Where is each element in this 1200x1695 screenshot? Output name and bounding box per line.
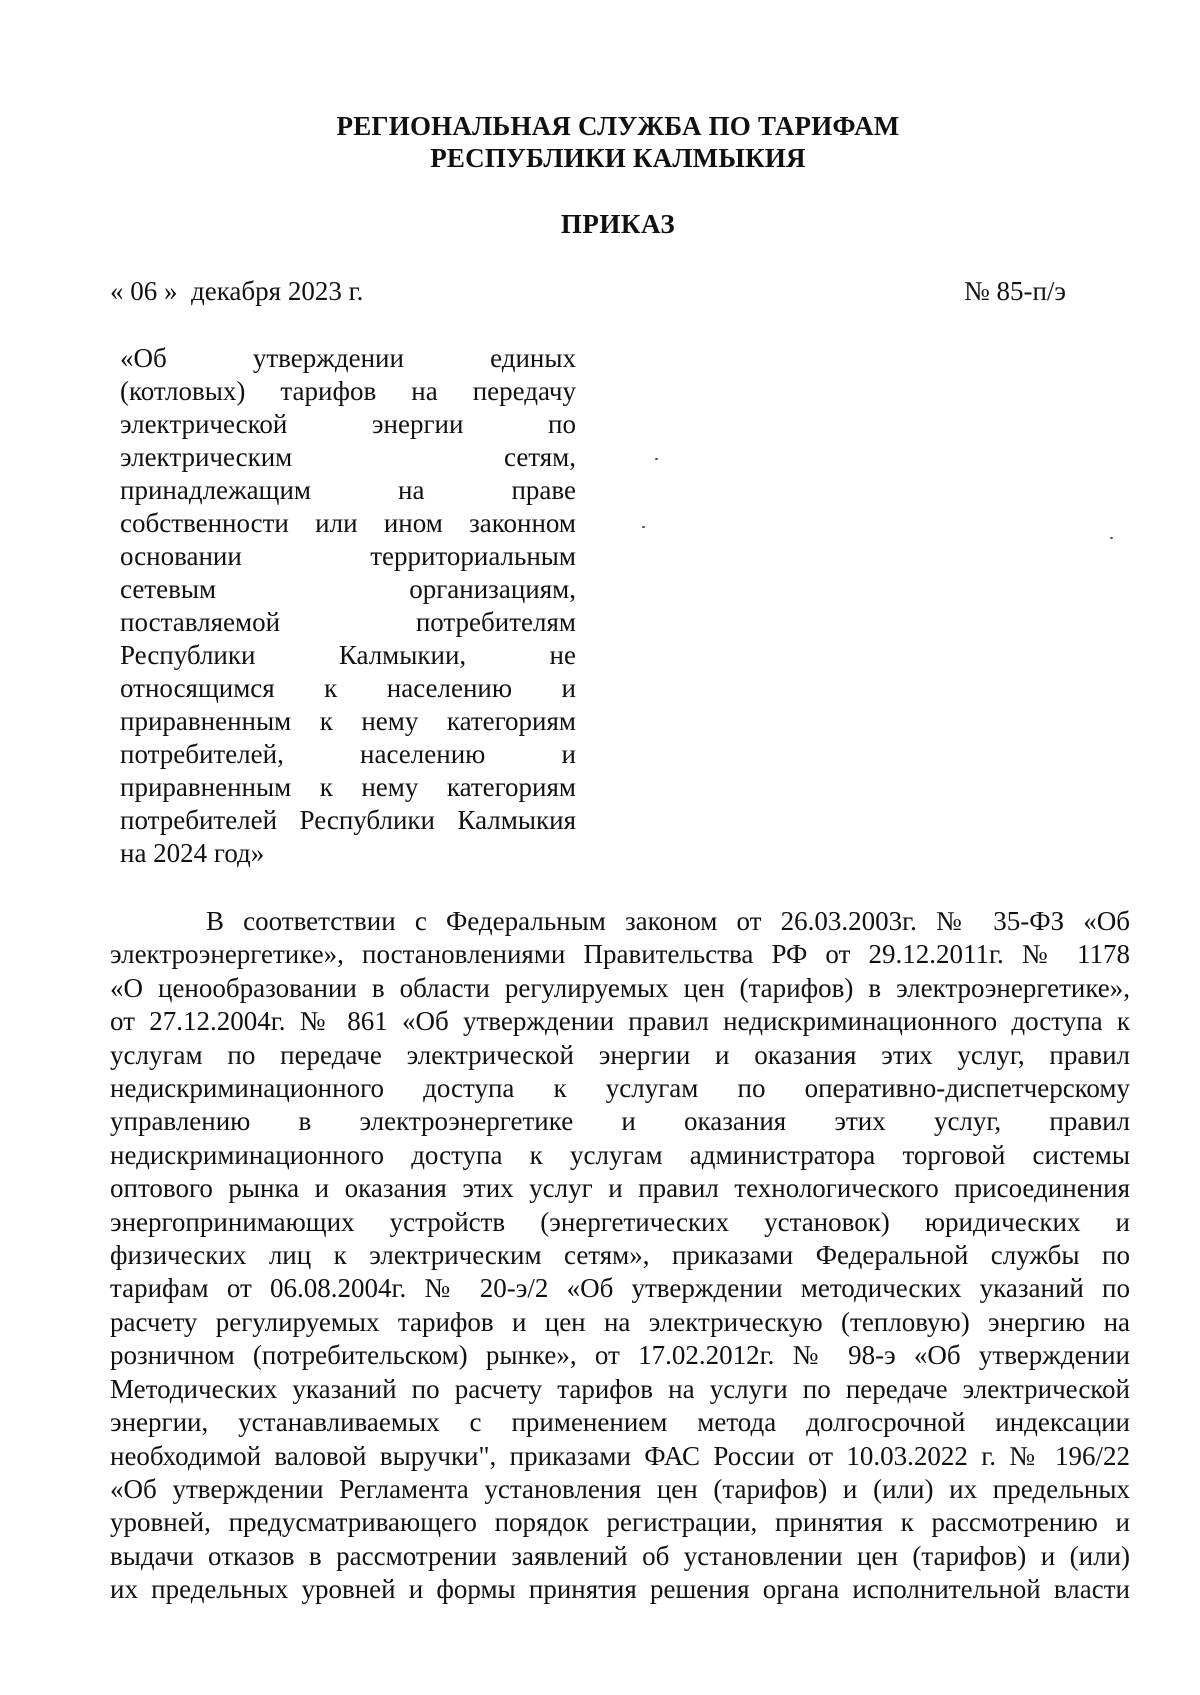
subject-line: поставляемой потребителям — [120, 607, 576, 637]
subject-line: основании территориальным — [120, 541, 576, 571]
order-subject — [120, 342, 576, 870]
order-body — [110, 905, 1130, 1607]
subject-line: Республики Калмыкии, не — [120, 640, 576, 670]
scan-speck — [655, 458, 658, 460]
body-line: «Об утверждении Регламента установления цен (тарифов) и (или) их предельных — [110, 1473, 1130, 1504]
subject-line: приравненным к нему категориям — [120, 706, 576, 736]
body-line: В соответствии с Федеральным законом от 26.03.2003г. № 35-ФЗ «Об — [206, 906, 1130, 936]
authority-line-2: РЕСПУБЛИКИ КАЛМЫКИЯ — [430, 143, 806, 173]
body-line: энергопринимающих устройств (энергетических установок) юридических и — [110, 1206, 1130, 1237]
body-line: тарифам от 06.08.2004г. № 20-э/2 «Об утверждении методических указаний по — [110, 1273, 1130, 1304]
body-line: выдачи отказов в рассмотрении заявлений об установлении цен (тарифов) и (или) — [110, 1540, 1130, 1571]
body-line: Методических указаний по расчету тарифов на услуги по передаче электрической — [110, 1373, 1130, 1404]
subject-line: потребителей Республики Калмыкия — [120, 805, 576, 835]
body-line: электроэнергетике», постановлениями Правительства РФ от 29.12.2011г. № 1178 — [110, 939, 1130, 970]
order-date: « 06 » декабря 2023 г. — [110, 276, 364, 306]
body-line: энергии, устанавливаемых с применением метода долгосрочной индексации — [110, 1407, 1130, 1438]
body-line: розничном (потребительском) рынке», от 17.02.2012г. № 98-э «Об утверждении — [110, 1340, 1130, 1371]
subject-line: принадлежащим на праве — [120, 475, 576, 505]
body-line: недискриминационного доступа к услугам администратора торговой системы — [110, 1139, 1130, 1170]
scan-speck — [1110, 537, 1113, 539]
body-line: необходимой валовой выручки", приказами ФАС России от 10.03.2022 г. № 196/22 — [110, 1440, 1130, 1471]
subject-line: электрическим сетям, — [120, 442, 576, 472]
subject-line: приравненным к нему категориям — [120, 772, 576, 802]
subject-line: электрической энергии по — [120, 409, 576, 439]
body-line: от 27.12.2004г. № 861 «Об утверждении правил недискриминационного доступа к — [110, 1006, 1130, 1037]
order-number: № 85-п/э — [963, 276, 1066, 306]
body-line: их предельных уровней и формы принятия решения органа исполнительной власти — [110, 1574, 1130, 1605]
subject-line: сетевым организациям, — [120, 574, 576, 604]
body-line: услугам по передаче электрической энергии и оказания этих услуг, правил — [110, 1039, 1130, 1070]
body-line: управлению в электроэнергетике и оказания этих услуг, правил — [110, 1106, 1130, 1137]
subject-line: на 2024 год» — [120, 838, 265, 868]
authority-line-1: РЕГИОНАЛЬНАЯ СЛУЖБА ПО ТАРИФАМ — [336, 111, 900, 141]
body-line: «О ценообразовании в области регулируемых цен (тарифов) в электроэнергетике», — [110, 972, 1130, 1003]
body-line: физических лиц к электрическим сетям», приказами Федеральной службы по — [110, 1240, 1130, 1271]
subject-line: относящимся к населению и — [120, 673, 576, 703]
body-line: расчету регулируемых тарифов и цен на электрическую (тепловую) энергию на — [110, 1306, 1130, 1337]
subject-line: «Об утверждении единых — [120, 343, 576, 373]
subject-line: собственности или ином законном — [120, 508, 576, 538]
subject-line: (котловых) тарифов на передачу — [120, 376, 576, 406]
order-title: ПРИКАЗ — [560, 209, 676, 239]
scan-speck — [642, 526, 645, 528]
body-line: недискриминационного доступа к услугам по оперативно-диспетчерскому — [110, 1073, 1130, 1104]
body-line: оптового рынка и оказания этих услуг и правил технологического присоединения — [110, 1173, 1130, 1204]
issuing-authority — [0, 110, 1200, 174]
subject-line: потребителей, населению и — [120, 739, 576, 769]
body-line: уровней, предусматривающего порядок регистрации, принятия к рассмотрению и — [110, 1507, 1130, 1538]
